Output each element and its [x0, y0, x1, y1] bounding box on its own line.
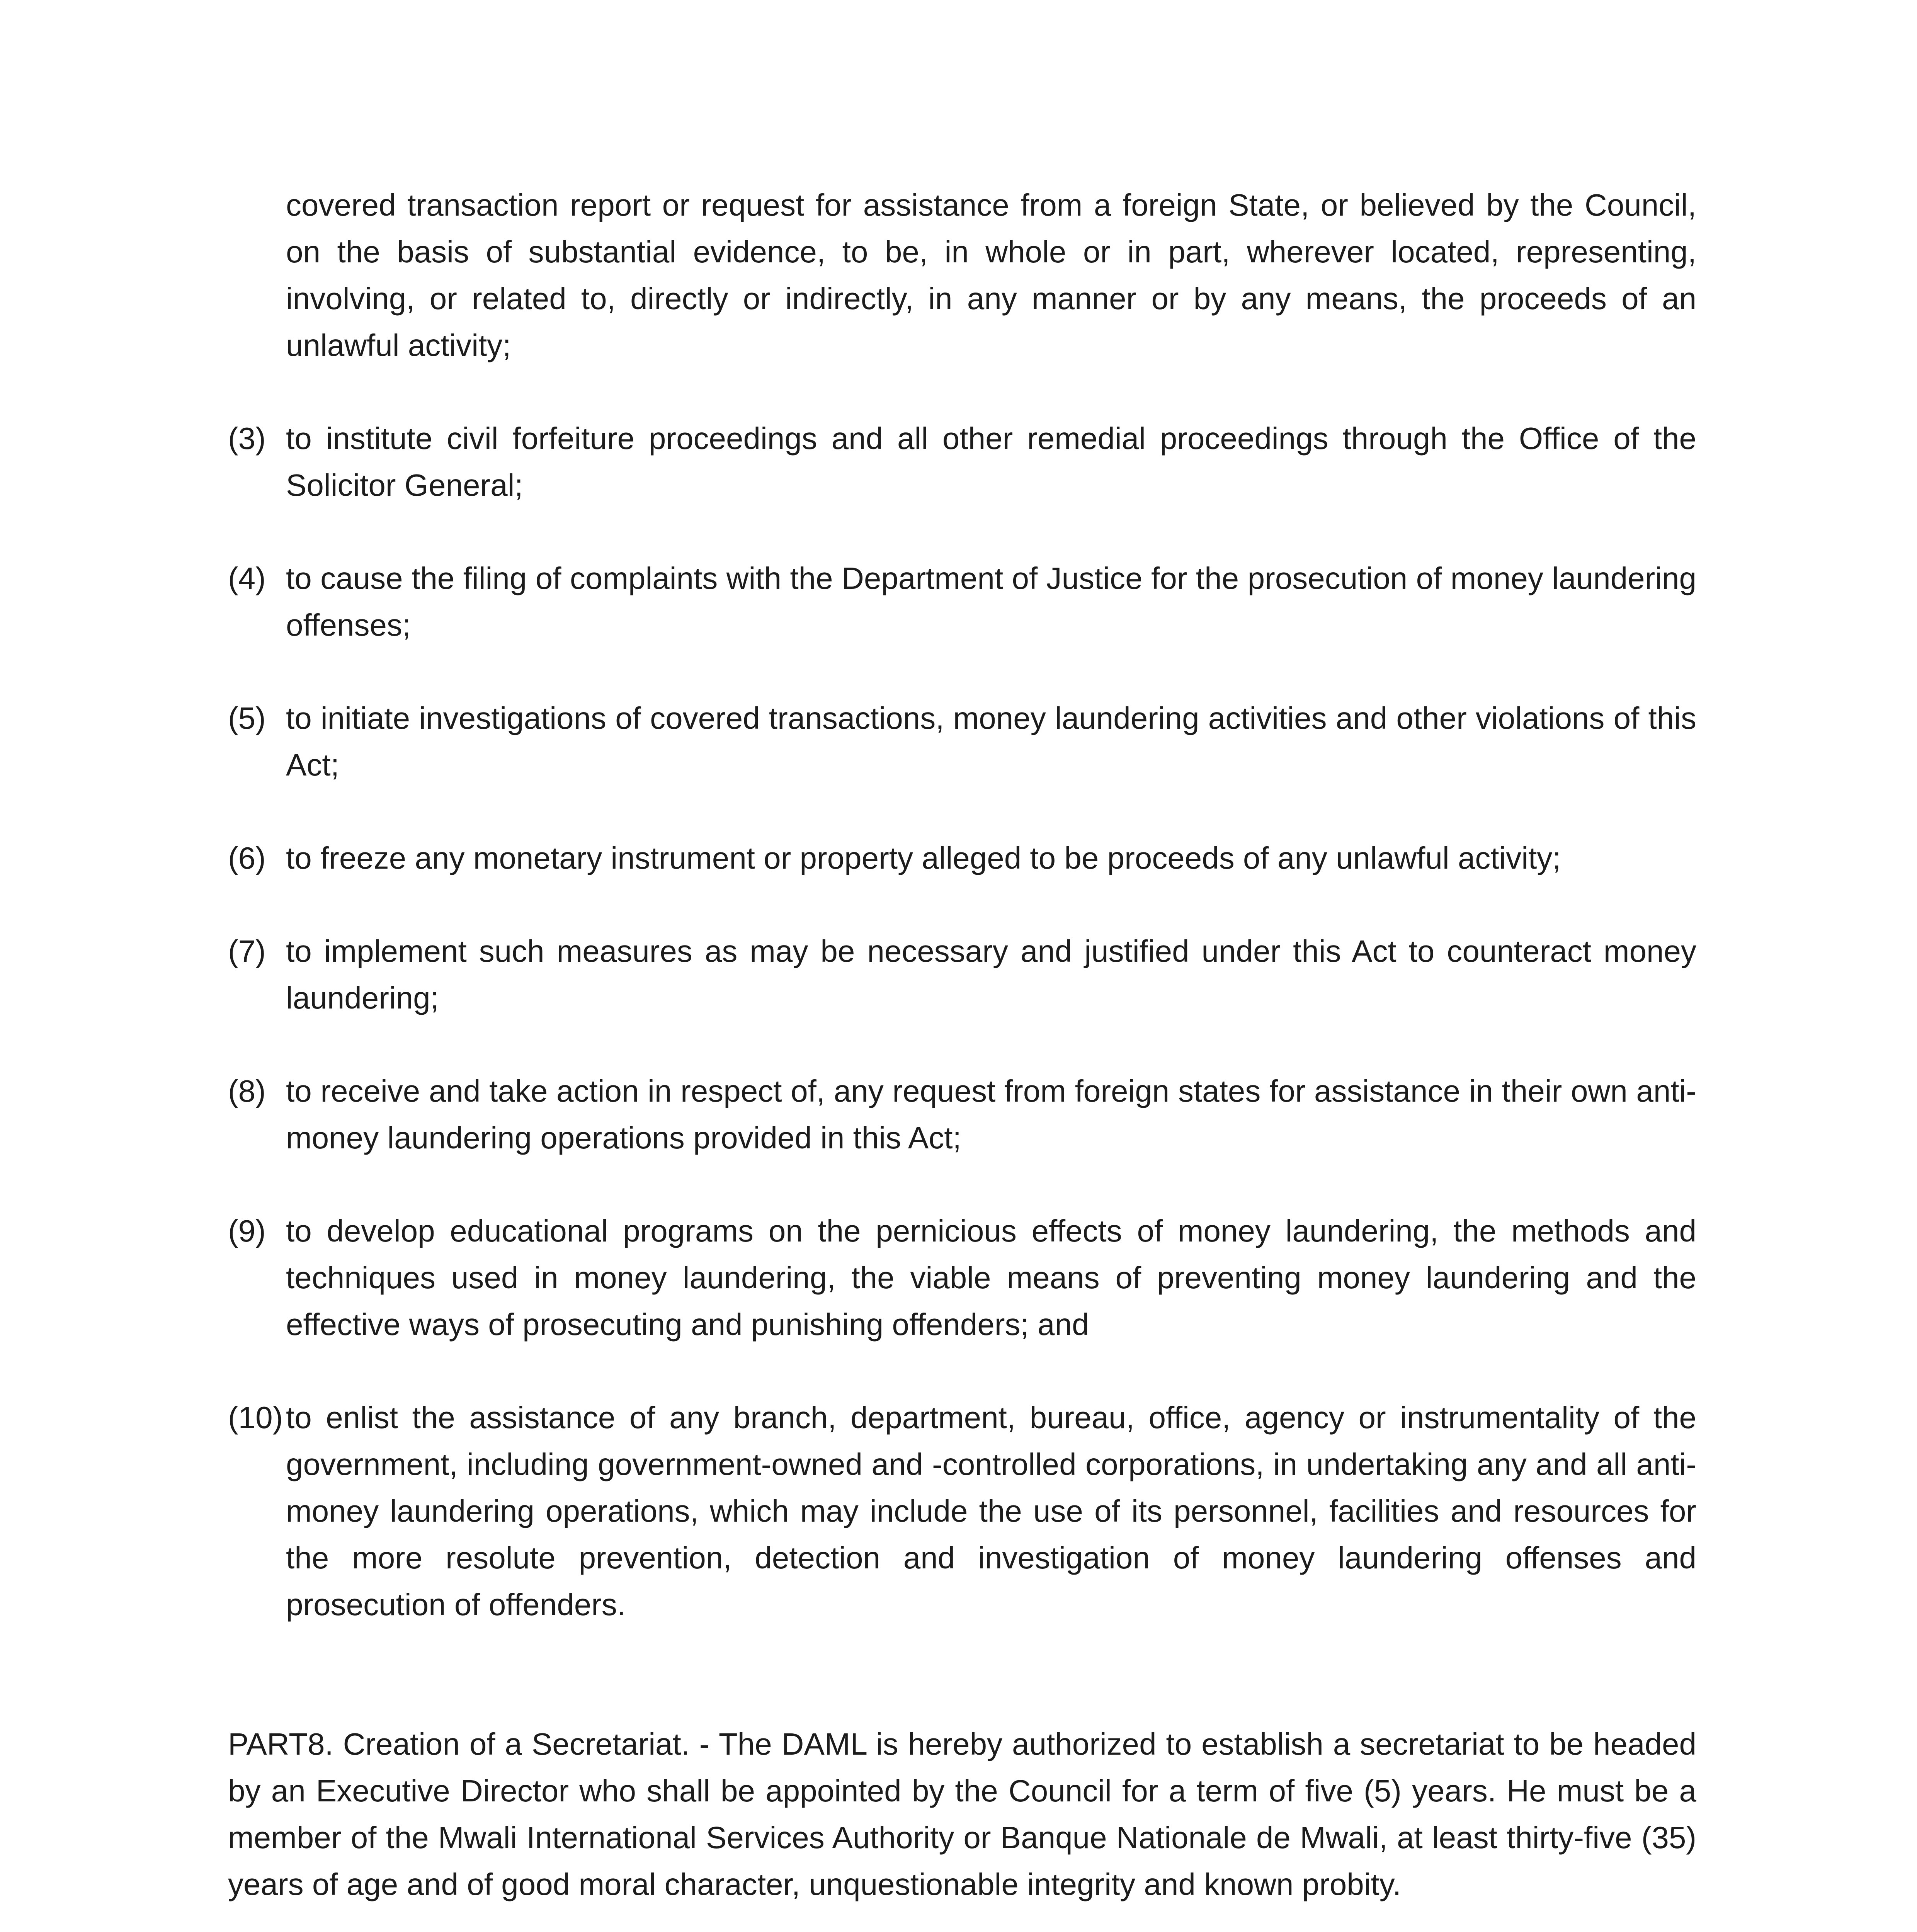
list-item-6 — [228, 835, 1696, 881]
list-item-4 — [228, 555, 1696, 648]
list-item-9 — [228, 1208, 1696, 1348]
item-text: to implement such measures as may be necessary and justified under this Act to counteract money laundering; — [286, 934, 1696, 1015]
item-number: (7) — [228, 934, 266, 968]
item-number: (9) — [228, 1214, 266, 1248]
item-number: (3) — [228, 421, 266, 456]
item-number: (4) — [228, 561, 266, 595]
item-number: (8) — [228, 1074, 266, 1108]
part-8-paragraph: PART8. Creation of a Secretariat. - The DAML is hereby authorized to establish a secretariat to be headed by an Executive Director who shall be appointed by the Council for a term of five (5) years. He must be a member of the Mwali International Services Authority or Banque Nationale de Mwali, at least thirty-five (35) years of age and of good moral character, unquestionable integrity and known probity. — [228, 1727, 1696, 1901]
list-item-10 — [228, 1394, 1696, 1628]
document-body — [228, 182, 1696, 1932]
list-item-3 — [228, 415, 1696, 509]
continued-paragraph: covered transaction report or request for assistance from a foreign State, or believed by the Council, on the basis of substantial evidence, to be, in whole or in part, wherever located, representing, involving, or related to, directly or indirectly, in any manner or by any means, the proceeds of an unlawful activity; — [286, 188, 1696, 362]
item-text: to initiate investigations of covered transactions, money laundering activities and other violations of this Act; — [286, 701, 1696, 782]
item-text: to enlist the assistance of any branch, department, bureau, office, agency or instrumentality of the government, including government-owned and -controlled corporations, in undertaking any and all anti-money laundering operations, which may include the use of its personnel, facilities and resources for the more resolute prevention, detection and investigation of money laundering offenses and prosecution of offenders. — [286, 1400, 1696, 1622]
item-text: to freeze any monetary instrument or property alleged to be proceeds of any unlawful activity; — [286, 841, 1561, 875]
item-text: to institute civil forfeiture proceedings and all other remedial proceedings through the Office of the Solicitor General; — [286, 421, 1696, 502]
item-number: (5) — [228, 701, 266, 735]
item-text: to receive and take action in respect of, any request from foreign states for assistance in their own anti-money laundering operations provided in this Act; — [286, 1074, 1696, 1155]
item-number: (10) — [228, 1400, 283, 1435]
item-text: to develop educational programs on the pernicious effects of money laundering, the methods and techniques used in money laundering, the viable means of preventing money laundering and the effective ways of prosecuting and punishing offenders; and — [286, 1214, 1696, 1342]
list-item-8 — [228, 1068, 1696, 1161]
list-item-7 — [228, 928, 1696, 1021]
item-number: (6) — [228, 841, 266, 875]
list-item-5 — [228, 695, 1696, 788]
item-text: to cause the filing of complaints with the Department of Justice for the prosecution of money laundering offenses; — [286, 561, 1696, 642]
